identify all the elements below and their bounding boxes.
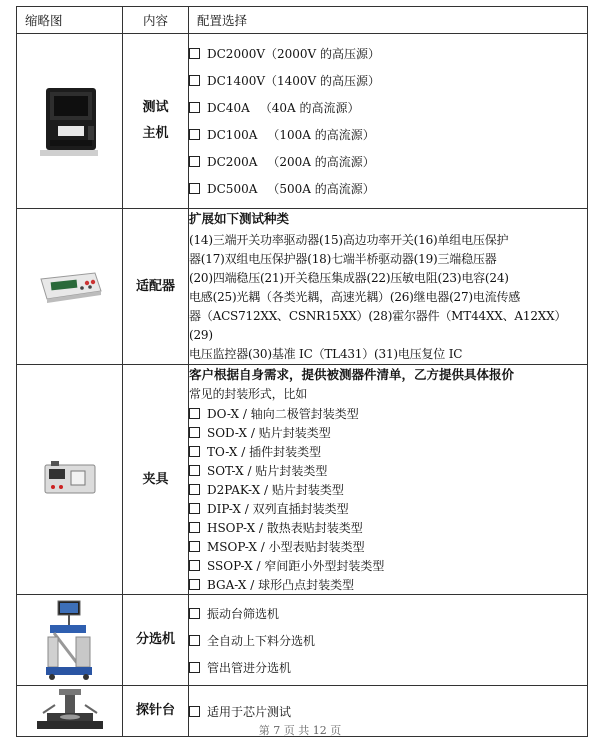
option-desc: （100A 的高流源） bbox=[267, 128, 375, 142]
option-label: BGA-X / 球形凸点封装类型 bbox=[207, 578, 355, 592]
adapter-line: (14)三端开关功率驱动器(15)高边功率开关(16)单组电压保护 bbox=[189, 233, 509, 247]
page-footer: 第 7 页 共 12 页 bbox=[258, 724, 342, 737]
option-label: HSOP-X / 散热表贴封装类型 bbox=[207, 521, 363, 535]
checkbox-icon[interactable] bbox=[189, 608, 200, 619]
option-code: DC100A bbox=[207, 127, 258, 142]
checkbox-option[interactable] bbox=[189, 423, 587, 442]
row-test-host bbox=[17, 34, 588, 209]
checkbox-icon[interactable] bbox=[189, 427, 200, 438]
option-label: D2PAK-X / 贴片封装类型 bbox=[207, 483, 344, 497]
adapter-line: 电感(25)光耦（各类光耦，高速光耦）(26)继电器(27)电流传感 bbox=[189, 290, 521, 304]
checkbox-icon[interactable] bbox=[189, 706, 200, 717]
cfg-sorter bbox=[189, 595, 588, 686]
option-desc: （200A 的高流源） bbox=[267, 155, 375, 169]
option-label: DO-X / 轴向二极管封装类型 bbox=[207, 407, 359, 421]
checkbox-option[interactable] bbox=[189, 698, 587, 725]
header-content: 内容 bbox=[123, 7, 189, 34]
checkbox-option[interactable] bbox=[189, 654, 587, 681]
checkbox-option[interactable] bbox=[189, 627, 587, 654]
adapter-line: 器（ACS712XX、CSNR15XX）(28)霍尔器件（MT44XX、A12XX）(29) bbox=[189, 309, 567, 342]
checkbox-icon[interactable] bbox=[189, 503, 200, 514]
adapter-image bbox=[35, 265, 105, 305]
thumb-fixture bbox=[17, 365, 123, 595]
cfg-test-host bbox=[189, 34, 588, 209]
checkbox-option[interactable] bbox=[189, 499, 587, 518]
row-name bbox=[123, 34, 189, 209]
checkbox-icon[interactable] bbox=[189, 465, 200, 476]
checkbox-option[interactable] bbox=[189, 480, 587, 499]
checkbox-option[interactable] bbox=[189, 94, 587, 121]
option-label: SOD-X / 贴片封装类型 bbox=[207, 426, 331, 440]
row-name: 分选机 bbox=[123, 595, 189, 686]
option-label: DIP-X / 双列直插封装类型 bbox=[207, 502, 349, 516]
option-label: 全自动上下料分选机 bbox=[207, 633, 316, 648]
checkbox-icon[interactable] bbox=[189, 541, 200, 552]
thumb-sorter bbox=[17, 595, 123, 686]
checkbox-icon[interactable] bbox=[189, 662, 200, 673]
checkbox-option[interactable] bbox=[189, 175, 587, 202]
option-code: DC200A bbox=[207, 154, 258, 169]
option-label: 适用于芯片测试 bbox=[207, 704, 292, 719]
checkbox-icon[interactable] bbox=[189, 446, 200, 457]
checkbox-icon[interactable] bbox=[189, 408, 200, 419]
option-code: DC2000V bbox=[207, 46, 266, 61]
adapter-line: (20)四端稳压(21)开关稳压集成器(22)压敏电阻(23)电容(24) bbox=[189, 271, 509, 285]
fixture-subtitle: 常见的封装形式，比如 bbox=[189, 387, 308, 401]
option-label: SOT-X / 贴片封装类型 bbox=[207, 464, 328, 478]
config-table bbox=[16, 6, 588, 737]
option-label: SSOP-X / 窄间距小外型封装类型 bbox=[207, 559, 385, 573]
row-name: 适配器 bbox=[123, 209, 189, 365]
adapter-line: 电压监控器(30)基准 IC（TL431）(31)电压复位 IC bbox=[189, 347, 463, 361]
row-name-char-1: 测试 bbox=[142, 100, 169, 115]
checkbox-option[interactable] bbox=[189, 442, 587, 461]
cfg-fixture bbox=[189, 365, 588, 595]
row-name-char-2: 主机 bbox=[142, 126, 169, 141]
option-desc: （500A 的高流源） bbox=[267, 182, 375, 196]
option-label: MSOP-X / 小型表贴封装类型 bbox=[207, 540, 365, 554]
fixture-image bbox=[41, 457, 99, 499]
sorter-image bbox=[40, 597, 100, 681]
row-adapter bbox=[17, 209, 588, 365]
header-thumbnail: 缩略图 bbox=[17, 7, 123, 34]
checkbox-option[interactable] bbox=[189, 575, 587, 594]
option-code: DC40A bbox=[207, 100, 250, 115]
checkbox-option[interactable] bbox=[189, 40, 587, 67]
option-code: DC500A bbox=[207, 181, 258, 196]
adapter-title: 扩展如下测试种类 bbox=[189, 211, 290, 226]
checkbox-icon[interactable] bbox=[189, 579, 200, 590]
checkbox-icon[interactable] bbox=[189, 102, 200, 113]
thumb-test-host bbox=[17, 34, 123, 209]
checkbox-option[interactable] bbox=[189, 556, 587, 575]
checkbox-option[interactable] bbox=[189, 148, 587, 175]
option-label: TO-X / 插件封装类型 bbox=[207, 445, 322, 459]
test-host-image bbox=[28, 78, 112, 162]
row-fixture bbox=[17, 365, 588, 595]
checkbox-option[interactable] bbox=[189, 518, 587, 537]
checkbox-option[interactable] bbox=[189, 600, 587, 627]
adapter-line: 器(17)双组电压保护器(18)七端半桥驱动器(19)三端稳压器 bbox=[189, 252, 497, 266]
checkbox-icon[interactable] bbox=[189, 156, 200, 167]
option-code: DC1400V bbox=[207, 73, 266, 88]
thumb-adapter bbox=[17, 209, 123, 365]
checkbox-icon[interactable] bbox=[189, 635, 200, 646]
checkbox-icon[interactable] bbox=[189, 183, 200, 194]
option-desc: （40A 的高流源） bbox=[259, 101, 360, 115]
checkbox-icon[interactable] bbox=[189, 522, 200, 533]
checkbox-icon[interactable] bbox=[189, 560, 200, 571]
option-label: 振动台筛选机 bbox=[207, 606, 280, 621]
checkbox-option[interactable] bbox=[189, 461, 587, 480]
row-name: 探针台 bbox=[123, 686, 189, 737]
checkbox-option[interactable] bbox=[189, 537, 587, 556]
option-desc: （2000V 的高压源） bbox=[265, 47, 381, 61]
checkbox-icon[interactable] bbox=[189, 75, 200, 86]
checkbox-option[interactable] bbox=[189, 67, 587, 94]
checkbox-icon[interactable] bbox=[189, 484, 200, 495]
checkbox-icon[interactable] bbox=[189, 48, 200, 59]
option-label: 管出管进分选机 bbox=[207, 660, 292, 675]
header-config: 配置选择 bbox=[189, 7, 588, 34]
checkbox-option[interactable] bbox=[189, 121, 587, 148]
fixture-title: 客户根据自身需求，提供被测器件清单，乙方提供具体报价 bbox=[189, 367, 515, 382]
row-name: 夹具 bbox=[123, 365, 189, 595]
row-sorter bbox=[17, 595, 588, 686]
checkbox-icon[interactable] bbox=[189, 129, 200, 140]
header-row bbox=[17, 7, 588, 34]
cfg-adapter bbox=[189, 209, 588, 365]
checkbox-option[interactable] bbox=[189, 404, 587, 423]
option-desc: （1400V 的高压源） bbox=[265, 74, 381, 88]
